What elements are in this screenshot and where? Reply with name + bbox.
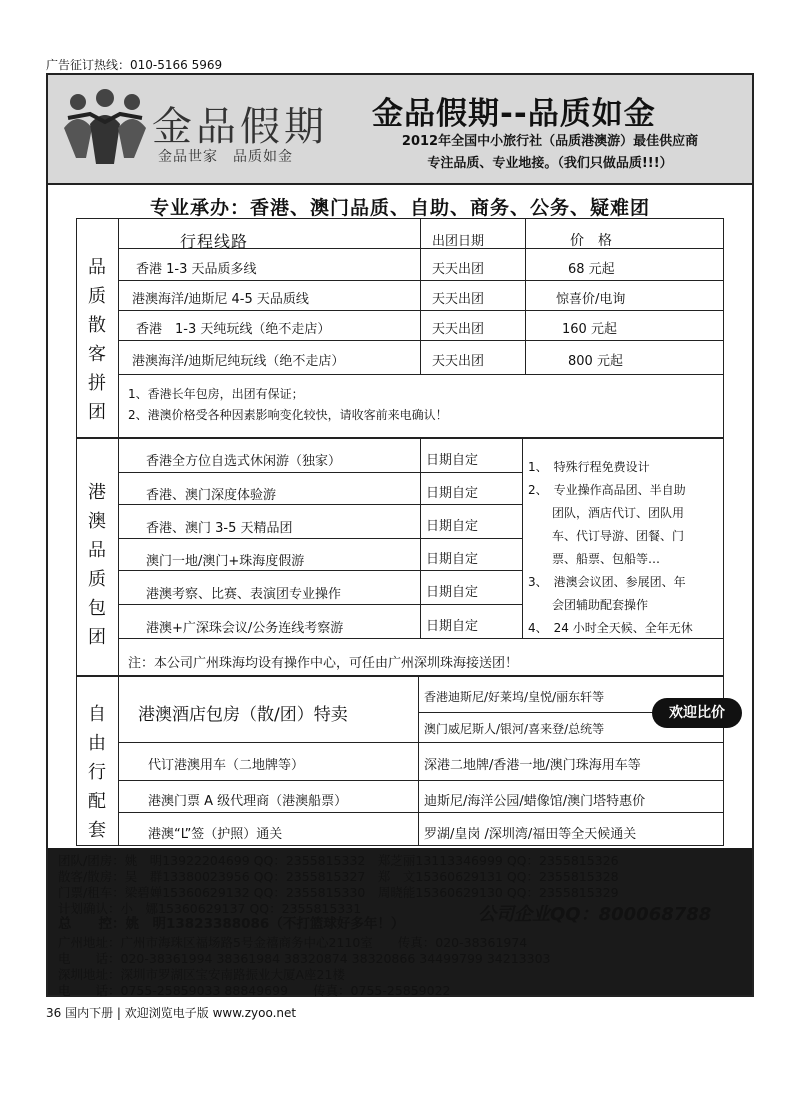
hotel-macau: 澳门威尼斯人/银河/喜来登/总统等 bbox=[424, 722, 605, 736]
date-4: 天天出团 bbox=[432, 354, 485, 369]
hotel-title: 港澳酒店包房（散/团）特卖 bbox=[138, 705, 348, 725]
date-3: 天天出团 bbox=[432, 322, 485, 337]
header-focus-line: 专注品质、专业地接。（我们只做品质!!!） bbox=[427, 156, 673, 171]
car-service-detail: 深港二地牌/香港一地/澳门珠海用车等 bbox=[424, 758, 641, 773]
col-header-price: 价 格 bbox=[570, 233, 612, 249]
price-2: 惊喜价/电询 bbox=[556, 292, 626, 307]
price-3: 160 元起 bbox=[562, 322, 617, 337]
package-date-6: 日期自定 bbox=[426, 619, 479, 634]
services-list: 1、 特殊行程免费设计 2、 专业操作高品团、半自助 团队，酒店代订、团队用 车、代订导游、团餐、门 票、船票、包船等… 3、 港澳会议团、参展团、年 会团辅助配套操作 4、 24 小时全天候、全年无休 bbox=[528, 460, 693, 635]
page-title: 金品假期--品质如金 bbox=[372, 96, 656, 132]
logo-people-icon bbox=[60, 88, 150, 168]
ticket-agent: 港澳门票 A 级代理商（港澳船票） bbox=[148, 794, 348, 809]
contact-group: 团队/团房：姚 明13922204699 QQ：2355815332 郑芝丽13113346999 QQ：2355815326 bbox=[58, 853, 619, 868]
date-1: 天天出团 bbox=[432, 262, 485, 277]
ad-hotline: 广告征订热线：010-5166 5969 bbox=[46, 58, 223, 72]
package-3: 香港、澳门 3-5 天精品团 bbox=[146, 521, 293, 536]
price-4: 800 元起 bbox=[568, 354, 623, 369]
col-header-date: 出团日期 bbox=[432, 234, 485, 249]
contact-individual: 散客/散房：吴 群13380023956 QQ：2355815327 郑 文15360629131 QQ：2355815328 bbox=[58, 869, 619, 884]
hotel-hk: 香港迪斯尼/好莱坞/皇悦/丽东轩等 bbox=[424, 690, 605, 704]
header-award-line: 2012年全国中小旅行社（品质港澳游）最佳供应商 bbox=[401, 134, 699, 149]
route-2: 港澳海洋/迪斯尼 4-5 天品质线 bbox=[132, 292, 309, 307]
ticket-agent-detail: 迪斯尼/海洋公园/蜡像馆/澳门塔特惠价 bbox=[424, 794, 646, 809]
section2-note: 注：本公司广州珠海均设有操作中心，可任由广州深圳珠海接送团！ bbox=[128, 656, 519, 671]
visa-service-detail: 罗湖/皇岗 /深圳湾/福田等全天候通关 bbox=[424, 827, 637, 842]
package-5: 港澳考察、比赛、表演团专业操作 bbox=[146, 587, 342, 602]
shenzhen-phone: 电 话：0755-25859033 88849699 传真：0755-25859022 bbox=[58, 983, 451, 998]
shenzhen-address: 深圳地址：深圳市罗湖区宝安南路振业大厦A座21楼 bbox=[58, 967, 345, 982]
package-1: 香港全方位自选式休闲游（独家） bbox=[146, 454, 342, 469]
route-1: 香港 1-3 天品质多线 bbox=[136, 262, 257, 277]
guangzhou-phone: 电 话：020-38361994 38361984 38320874 38320866 34499799 34213303 bbox=[58, 951, 551, 966]
package-date-5: 日期自定 bbox=[426, 585, 479, 600]
company-qq: 公司企业QQ：800068788 bbox=[478, 904, 712, 925]
logo-slogan: 金品世家 品质如金 bbox=[158, 149, 293, 165]
section-label-group-tours: 品 质 散 客 拼 团 bbox=[88, 257, 106, 423]
services-heading: 专业承办：香港、澳门品质、自助、商务、公务、疑难团 bbox=[149, 197, 650, 219]
route-4: 港澳海洋/迪斯尼纯玩线（绝不走店） bbox=[132, 354, 345, 369]
package-date-2: 日期自定 bbox=[426, 486, 479, 501]
guangzhou-address: 广州地址：广州市海珠区福场路5号金禧商务中心2110室 传真：020-38361974 bbox=[58, 935, 528, 950]
package-date-1: 日期自定 bbox=[426, 453, 479, 468]
section-label-private-tours: 港 澳 品 质 包 团 bbox=[88, 482, 106, 648]
contact-plan: 计划确认：小 娜15360629137 QQ：2355815331 bbox=[58, 901, 362, 916]
section-label-free-travel: 自 由 行 配 套 bbox=[88, 704, 106, 841]
contact-tickets: 门票/租车：梁碧婵15360629132 QQ：2355815330 周晓能15360629130 QQ：2355815329 bbox=[58, 885, 619, 900]
contact-general: 总 控：姚 明13823388086（不打篮球好多年！） bbox=[58, 916, 405, 932]
col-header-route: 行程线路 bbox=[180, 232, 249, 251]
package-date-3: 日期自定 bbox=[426, 519, 479, 534]
package-6: 港澳+广深珠会议/公务连线考察游 bbox=[146, 621, 344, 636]
package-4: 澳门一地/澳门+珠海度假游 bbox=[146, 554, 305, 569]
page-footer: 36 国内下册 | 欢迎浏览电子版 www.zyoo.net bbox=[46, 1006, 297, 1020]
package-2: 香港、澳门深度体验游 bbox=[146, 488, 277, 503]
route-3: 香港 1-3 天纯玩线（绝不走店） bbox=[136, 322, 331, 337]
visa-service: 港澳“L”签（护照）通关 bbox=[148, 827, 283, 842]
package-date-4: 日期自定 bbox=[426, 552, 479, 567]
date-2: 天天出团 bbox=[432, 292, 485, 307]
compare-price-badge: 欢迎比价 bbox=[652, 698, 742, 728]
section1-notes: 1、香港长年包房，出团有保证； 2、港澳价格受各种因素影响变化较快，请收客前来电确认！ bbox=[128, 387, 448, 422]
price-1: 68 元起 bbox=[568, 262, 615, 277]
logo-name: 金品假期 bbox=[152, 104, 328, 150]
car-service: 代订港澳用车（二地牌等） bbox=[148, 758, 305, 773]
